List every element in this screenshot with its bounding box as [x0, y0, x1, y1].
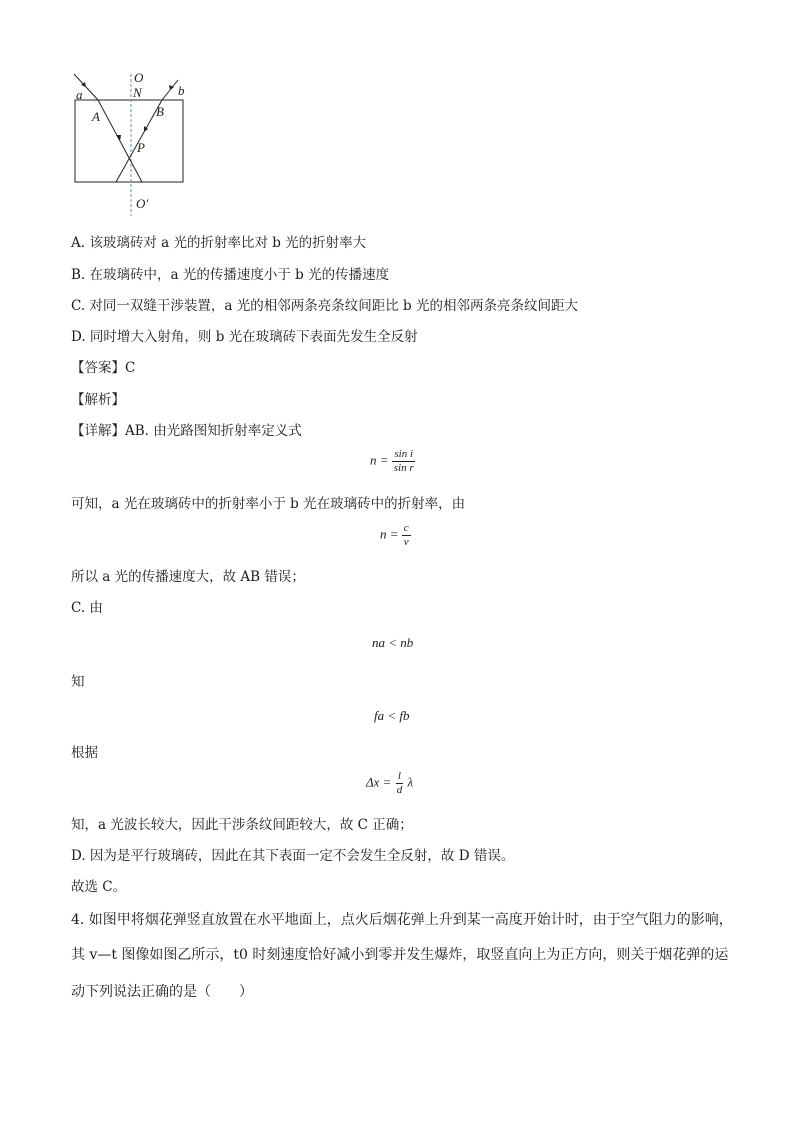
eq5-lhs: Δx =	[366, 774, 392, 790]
option-a: A. 该玻璃砖对 a 光的折射率比对 b 光的折射率大	[71, 235, 367, 251]
q4-line-3: 动下列说法正确的是（ ）	[71, 984, 253, 1000]
eq2-denominator: v	[403, 536, 409, 548]
text-after-eq2: 所以 a 光的传播速度大，故 AB 错误；	[71, 569, 305, 585]
equation-speed	[380, 522, 411, 549]
label-b: b	[178, 83, 185, 98]
q4-line-2: 其 v—t 图像如图乙所示，t0 时刻速度恰好减小到零并发生爆炸，取竖直向上为正方向，则关于烟花弹的运	[71, 947, 729, 963]
eq2-lhs: n =	[380, 526, 399, 542]
choose-line: 故选 C。	[71, 879, 127, 895]
eq1-lhs: n =	[370, 452, 389, 468]
eq5-fraction	[395, 770, 405, 797]
d-text: D. 因为是平行玻璃砖，因此在其下表面一定不会发生全反射，故 D 错误。	[71, 848, 515, 864]
eq5-numerator: l	[397, 770, 401, 782]
label-O: O	[134, 70, 144, 85]
answer-line: 【答案】C	[71, 360, 136, 376]
label-A: A	[92, 109, 100, 124]
eq1-numerator: sin i	[394, 448, 414, 460]
equation-fringe-spacing	[366, 770, 413, 797]
label-P: P	[137, 140, 145, 155]
eq2-numerator: c	[403, 522, 409, 534]
option-d: D. 同时增大入射角，则 b 光在玻璃砖下表面先发生全反射	[71, 329, 418, 345]
eq1-denominator: sin r	[393, 462, 414, 474]
option-b: B. 在玻璃砖中，a 光的传播速度小于 b 光的传播速度	[71, 267, 390, 283]
optics-figure	[66, 66, 196, 218]
know-1: 知	[71, 674, 85, 690]
label-a: a	[76, 87, 83, 102]
text-after-eq1: 可知，a 光在玻璃砖中的折射率小于 b 光在玻璃砖中的折射率，由	[71, 496, 466, 512]
equation-frequency-compare: fa < fb	[374, 708, 410, 723]
label-O-prime: O′	[136, 196, 149, 211]
eq5-tail: λ	[407, 774, 414, 790]
option-c: C. 对同一双缝干涉装置，a 光的相邻两条亮条纹间距比 b 光的相邻两条亮条纹间距大	[71, 298, 578, 314]
label-B: B	[156, 104, 164, 119]
arrow-a2-icon	[116, 135, 121, 141]
eq5-denominator: d	[396, 784, 403, 796]
c-conclusion: 知，a 光波长较大，因此干涉条纹间距较大，故 C 正确；	[71, 817, 413, 833]
detail-intro: 【详解】AB. 由光路图知折射率定义式	[71, 423, 302, 439]
eq1-fraction	[392, 448, 416, 475]
label-N: N	[133, 85, 142, 100]
equation-refractive-index	[370, 448, 416, 475]
equation-index-compare: na < nb	[372, 635, 414, 650]
according: 根据	[71, 745, 98, 761]
q4-line-1: 4. 如图甲将烟花弹竖直放置在水平地面上，点火后烟花弹上升到某一高度开始计时，由于空气阻力的影响，	[71, 912, 733, 928]
c-intro: C. 由	[71, 600, 103, 616]
eq2-fraction	[402, 522, 411, 549]
analysis-heading: 【解析】	[71, 392, 125, 408]
